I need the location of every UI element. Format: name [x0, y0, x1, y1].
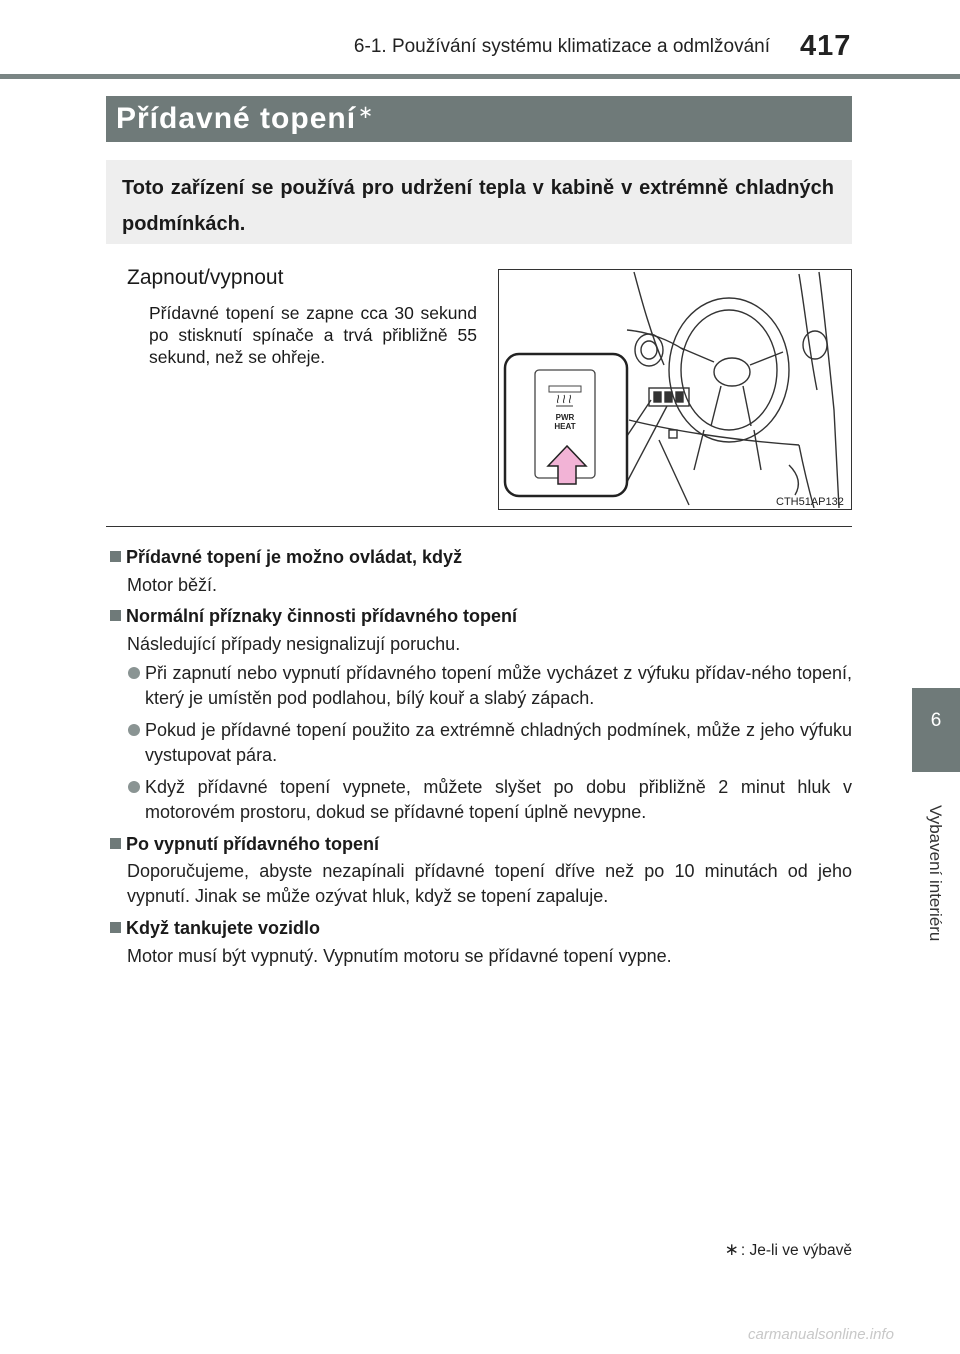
subsection-body-2: Následující případy nesignalizují poruchu. — [127, 634, 461, 654]
subsection-body-4: Motor musí být vypnutý. Vypnutím motoru se přídavné topení vypne. — [127, 946, 672, 966]
subsection-heading-text: Po vypnutí přídavného topení — [126, 834, 380, 854]
chapter-tab-number: 6 — [930, 710, 942, 731]
square-bullet-icon — [110, 610, 121, 621]
page-number: 417 — [800, 30, 852, 62]
subsection-body-1: Motor běží. — [127, 575, 218, 595]
section-title — [116, 102, 374, 136]
bullet-item: Při zapnutí nebo vypnutí přídavného topení může vycházet z výfuku přídav-ného topení, který je umístěn pod podlahou, bílý kouř a slabý zápach. — [145, 663, 852, 708]
chapter-tab-label: Vybavení interiéru — [926, 805, 945, 942]
bullet-dot-icon — [128, 667, 140, 679]
illustration-code: CTH51AP132 — [776, 496, 844, 508]
subsection-body-3: Doporučujeme, abyste nezapínali přídavné topení dříve než po 10 minutách od jeho vypnutí. Jinak se může ozývat hluk, když se topení zapaluje. — [127, 861, 852, 906]
chapter-title: 6-1. Používání systému klimatizace a odmlžování — [353, 36, 770, 57]
square-bullet-icon — [110, 838, 121, 849]
operation-description: Přídavné topení se zapne cca 30 sekund po stisknutí spínače a trvá přibližně 55 sekund, než se ohřeje. — [149, 303, 477, 367]
bullet-dot-icon — [128, 724, 140, 736]
subsection-heading-1 — [110, 547, 462, 568]
intro-text: Toto zařízení se používá pro udržení tepla v kabině v extrémně chladných podmínkách. — [122, 177, 834, 235]
square-bullet-icon — [110, 551, 121, 562]
subsection-heading-text: Když tankujete vozidlo — [126, 918, 321, 938]
subsection-heading-text: Přídavné topení je možno ovládat, když — [126, 547, 463, 567]
switch-label-heat: HEAT — [554, 422, 576, 431]
footnote — [706, 1240, 852, 1260]
footnote-star: ∗ — [724, 1240, 739, 1259]
dashboard-illustration — [498, 269, 852, 510]
subsection-heading-3 — [110, 834, 379, 855]
bullet-item: Když přídavné topení vypnete, můžete slyšet po dobu přibližně 2 minut hluk v motorovém prostoru, dokud se přídavné topení úplně nevypne. — [145, 777, 852, 822]
title-asterisk: ∗ — [358, 102, 375, 122]
bullet-item: Pokud je přídavné topení použito za extrémně chladných podmínek, může z jeho výfuku vystupovat pára. — [145, 720, 852, 765]
footnote-text: : Je-li ve výbavě — [740, 1242, 852, 1259]
watermark: carmanualsonline.info — [748, 1326, 894, 1343]
square-bullet-icon — [110, 922, 121, 933]
subsection-heading-4 — [110, 918, 320, 939]
section-title-text: Přídavné topení — [116, 102, 357, 135]
bullet-dot-icon — [128, 781, 140, 793]
header-rule — [0, 74, 960, 79]
operation-heading: Zapnout/vypnout — [127, 266, 284, 289]
section-rule — [106, 526, 852, 527]
subsection-heading-2 — [110, 606, 517, 627]
switch-label-pwr: PWR — [555, 413, 575, 422]
subsection-heading-text: Normální příznaky činnosti přídavného topení — [126, 606, 518, 626]
dashboard-drawing — [499, 270, 850, 508]
